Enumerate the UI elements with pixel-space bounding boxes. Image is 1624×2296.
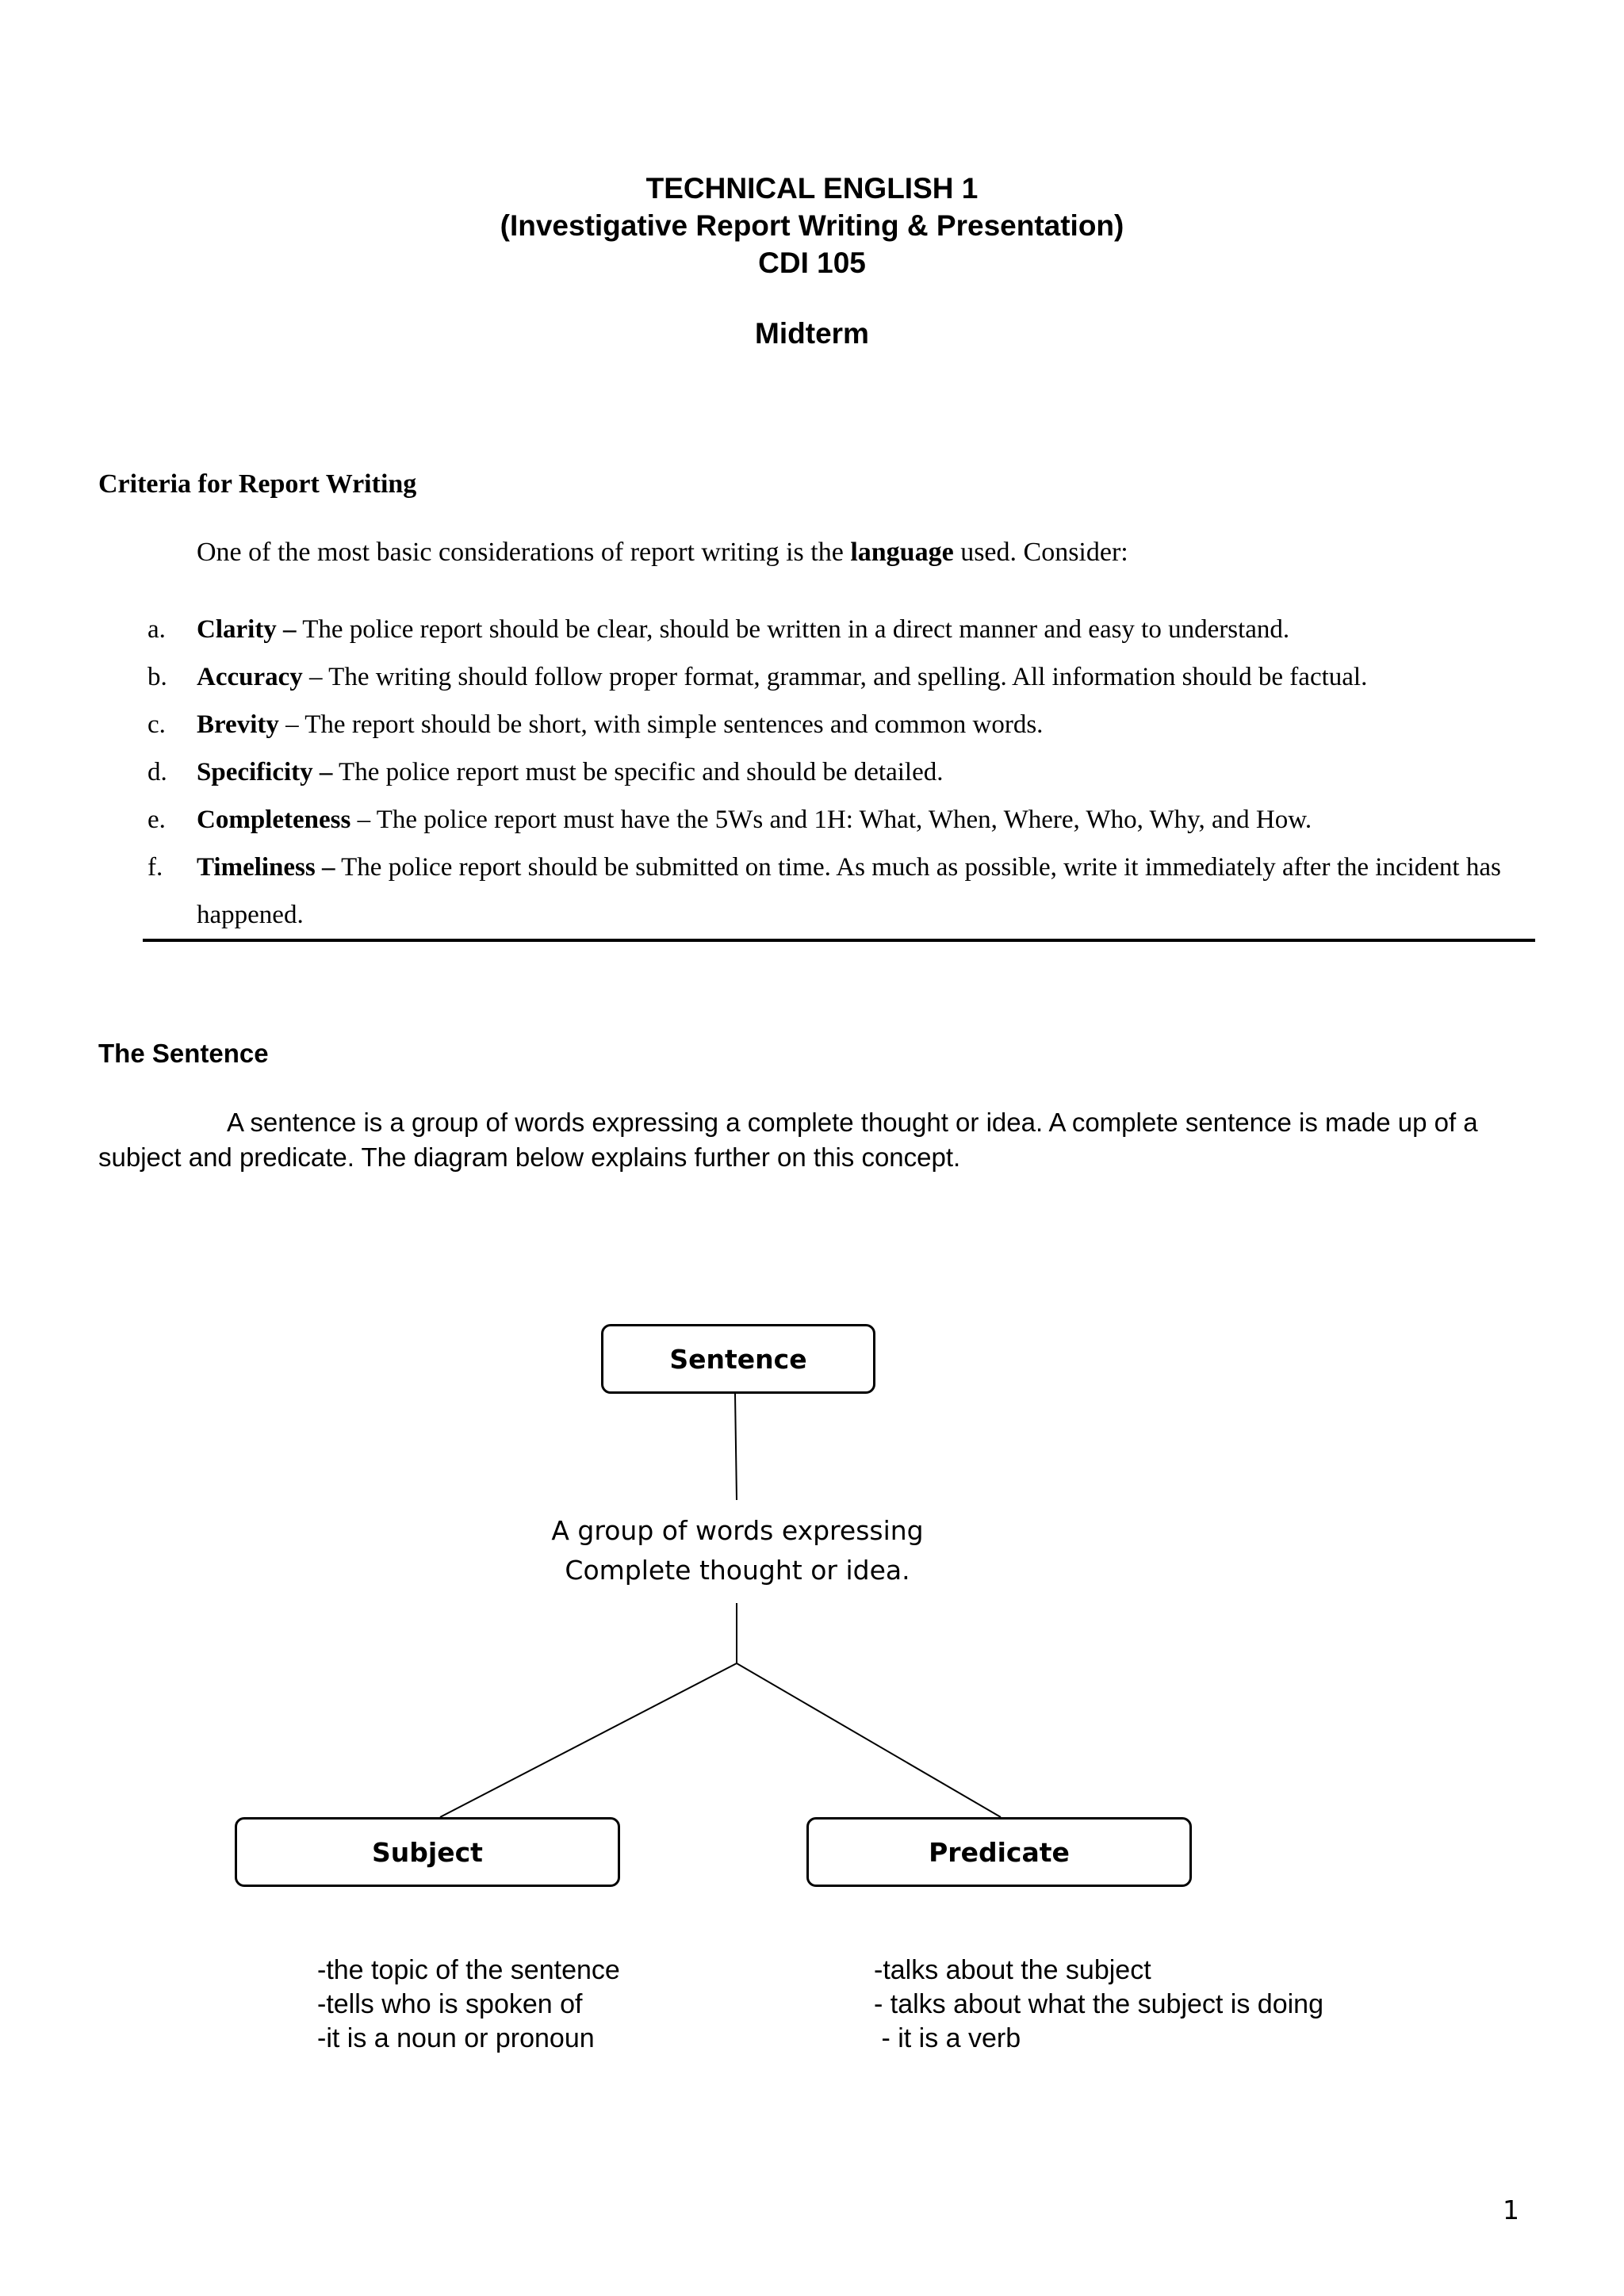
connector-root-definition: [735, 1394, 737, 1500]
criteria-intro: One of the most basic considerations of report writing is the language used. Consider:: [197, 538, 1128, 567]
criteria-term: Timeliness –: [197, 853, 335, 882]
criteria-term: Brevity: [197, 710, 279, 739]
note-line: -talks about the subject: [874, 1955, 1151, 1985]
course-code: CDI 105: [758, 247, 866, 279]
subject-node: Subject: [235, 1817, 620, 1887]
sentence-heading: The Sentence: [98, 1039, 269, 1068]
list-marker: a.: [147, 615, 166, 644]
note-line: -it is a noun or pronoun: [317, 2023, 595, 2053]
criteria-term: Accuracy: [197, 663, 303, 691]
criteria-heading: Criteria for Report Writing: [98, 469, 417, 499]
criteria-description: The police report should be submitted on time. As much as possible, write it immediately after the incident has happened.: [197, 853, 1501, 929]
note-line: -the topic of the sentence: [317, 1955, 620, 1985]
sentence-definition: A group of words expressing Complete thought or idea.: [551, 1515, 924, 1586]
subject-notes: [317, 1954, 620, 2056]
list-marker: f.: [147, 853, 163, 882]
connector-branch-subject: [440, 1663, 737, 1817]
list-marker: b.: [147, 663, 167, 691]
list-marker: c.: [147, 710, 166, 739]
criteria-description: – The police report must have the 5Ws and 1H: What, When, Where, Who, Why, and How.: [350, 806, 1312, 834]
course-title: TECHNICAL ENGLISH 1: [645, 172, 979, 205]
note-line: - it is a verb: [874, 2023, 1021, 2053]
list-marker: e.: [147, 806, 166, 834]
predicate-notes: [874, 1954, 1323, 2056]
criteria-term: Specificity –: [197, 758, 333, 786]
predicate-node: Predicate: [806, 1817, 1192, 1887]
criteria-description: – The report should be short, with simple sentences and common words.: [278, 710, 1044, 739]
term-label: Midterm: [755, 317, 869, 350]
criteria-description: The police report should be clear, should be written in a direct manner and easy to understand.: [296, 615, 1290, 644]
language-emphasis: language: [850, 538, 954, 567]
list-marker: d.: [147, 758, 167, 786]
note-line: - talks about what the subject is doing: [874, 1989, 1323, 2019]
course-subtitle: (Investigative Report Writing & Presentation): [500, 209, 1124, 242]
page-number: 1: [1503, 2195, 1519, 2225]
criteria-term: Completeness: [197, 806, 351, 834]
criteria-term: Clarity –: [197, 615, 297, 644]
note-line: -tells who is spoken of: [317, 1989, 583, 2019]
sentence-node: Sentence: [601, 1324, 875, 1394]
criteria-description: – The writing should follow proper format, grammar, and spelling. All information should be factual.: [302, 663, 1368, 691]
connector-branch-predicate: [737, 1663, 1001, 1817]
criteria-description: The police report must be specific and should be detailed.: [332, 758, 944, 786]
sentence-paragraph: A sentence is a group of words expressing a complete thought or idea. A complete sentence is made up of a subject and predicate. The diagram below explains further on this concept.: [98, 1108, 1478, 1172]
